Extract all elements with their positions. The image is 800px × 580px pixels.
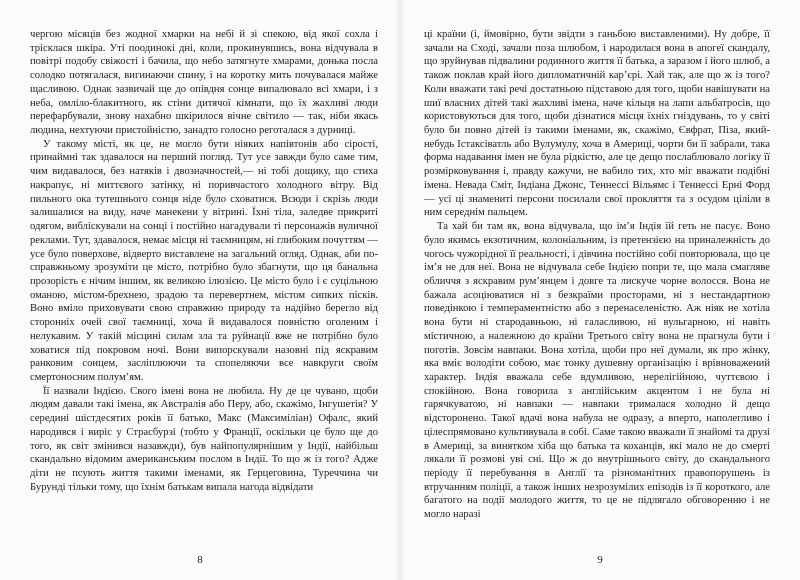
paragraph: Та хай би там як, вона відчувала, що ім’я Індія їй геть не пасує. Воно було якимсь екзотичним, колоніальним, із претензією на приналежність до чогось чужорідної її реальності, і дівчина постійно собі повторювала, що це ім’я не для неї. Вона не відчувала себе Індією попри те, що мала смагляве обличчя з яскравим рум’янцем і довге та лискуче чорне волосся. Вона не бажала асоціюватися ні з безкраїми просторами, ні з нестандартною поведінкою і темпераментністю або з перенаселеністю. Аж ніяк не хотіла вона бути ні стародавньою, ні галасливою, ні вульгарною, ні навіть містичною, а належною до країни Третього світу вона не прагнула бути і поготів. Зовсім навпаки. Вона хотіла, щоби про неї думали, як про жінку, яка вміє володіти собою, має тонку душевну організацію і врівноважений характер. Індія вважала себе вдумливою, нерелігійною, чуттєвою і спокійною. Вона говорила з англійським акцентом і не була ні гарячкуватою, ні навпаки — навпаки трималася холодно й дещо відсторонено. Такої вдачі вона набула не одразу, а вперто, наполегливо і цілеспрямовано культивувала в собі. Саме такою вважали її знайомі та друзі в Америці, за винятком хіба що батька та коханців, які мало не до смерті лякали її розмові уві сні. Що ж до внутрішнього світу, до скандального періоду її перебування в Англії та різноманітних правопорушень із втручанням поліції, а також інших незрозумілих епізодів із її короткого, але багатого на події молодого життя, то це не підлягало обговоренню і не могло наразі (424, 221, 770, 521)
right-page (400, 0, 800, 580)
paragraph: У такому місті, як це, не могло бути ніяких напівтонів або сірості, принаймні так здавалося на перший погляд. Тут усе завжди було саме тим, чим видавалося, без натяків і двозначностей,— ні тобі дощику, що стиха накрапує, ні миттєвого затінку, ні поривчастого холодного вітру. Від пильного ока тутешнього сонця ніде було сховатися. Всюди і скрізь люди залишалися на виду, наче манекени у вітрині. Їхні тіла, заледве прикриті одягом, вибліскували на сонці і постійно нагадували ті персонажів вуличної реклами. Тут, здавалося, немає місця ні таємницям, ні глибоким почуттям — усе було поверхове, відверто виставлене на загальний огляд. Однак, аби по-справжньому зрозуміти це місто, потрібно було збагнути, що ця банальна прозорість є нічим іншим, як великою ілюзією. Це місто було і є суцільною оманою, містом-брехнею, зрадою та перевертнем, містом сипких пісків. Воно вміло приховувати свою справжню природу та надійно берегло від сторонніх очей свої таємниці, хоча й видавалося повністю оголеним і нелукавим. У такій місцині силам зла та руйнації вже не потрібно було ховатися під покровом ночі. Вони випорскували назовні під яскравим ранковим сонцем, засліплюючи та спопеляючи все навкруги своїм смертоносним полум’ям. (30, 138, 378, 383)
page-number: 8 (197, 554, 203, 566)
left-page-text (30, 28, 378, 494)
right-page-text (424, 28, 770, 522)
page-number: 9 (597, 554, 603, 566)
paragraph: ці країни (і, ймовірно, бути звідти з ганьбою виставленими). Ну добре, її зачали на Сході, зачали поза шлюбом, і народилася вона в апогеї скандалу, що зруйнував підвалини родинного життя її батька, а заразом і його шлюб, а також поклав край його дипломатичній кар’єрі. Хай так, але що ж із того? Коли вважати такі речі достатньою підставою для того, щоби навішувати на шиї власних дітей такі жахливі імена, наче кільця на лапи альбатросів, що користовуються для того, щоби дізнатися місця їхніх гніздувань, то у світі було би повно дітей із такими іменами, як, скажімо, Євфрат, Піза, який-небудь Істаксіватль або Вулумулу, хоча в Америці, чорти би її забрали, така форма надавання імен не була рідкістю, але це дещо послаблювало логіку її розмірковування і, правду кажучи, не вабило тих, хто міг вважати подібні імена. Невада Сміт, Індіана Джонс, Теннессі Вільямс і Теннессі Ерні Форд — усі ці знамениті персони посилали свої прокляття та з осудом ціліли в ним середнім пальцем. (424, 29, 770, 219)
paragraph: чергою місяців без жодної хмарки на небі й зі спекою, від якої сохла і трісклася шкіра. Уті поодинокі дні, коли, прокинувшись, вона відчувала в повітрі подобу свіжості і бачила, що небо затягнуте хмарами, донька посла солодко потягалася, вигинаючи спину, і на коротку мить почувалася майже щасливою. Однак зазвичай ще до опівдня сонце випалювало всі хмари, і з неба, омліло-блакитного, як стіни дитячої кімнати, що їх жахливі люди перефарбували, знову нахабно шкірилося вічне світило — так, ніби якась людина, нехтуючи пристойністю, занадто голосно реготалася з дурниці. (30, 29, 378, 137)
paragraph: Її назвали Індією. Свого імені вона не любила. Ну де це чувано, щоби людям давали такі імена, як Австралія або Перу, або, скажімо, Інгушетія? У середині шістдесятих років її батько, Макс (Максиміліан) Офалс, який народився і виріс у Страсбурзі (тобто у Франції, оскільки це було ще до того, як світ змінився назавжди), був найпопулярнішим у Індії, найбільш скандально відомим американським послом в Індії. То що ж із того? Адже діти не псують життя такими іменами, як Герцеговина, Туреччина чи Бурунді тільки тому, що їхнім батькам випала нагода відвідати (30, 385, 378, 493)
